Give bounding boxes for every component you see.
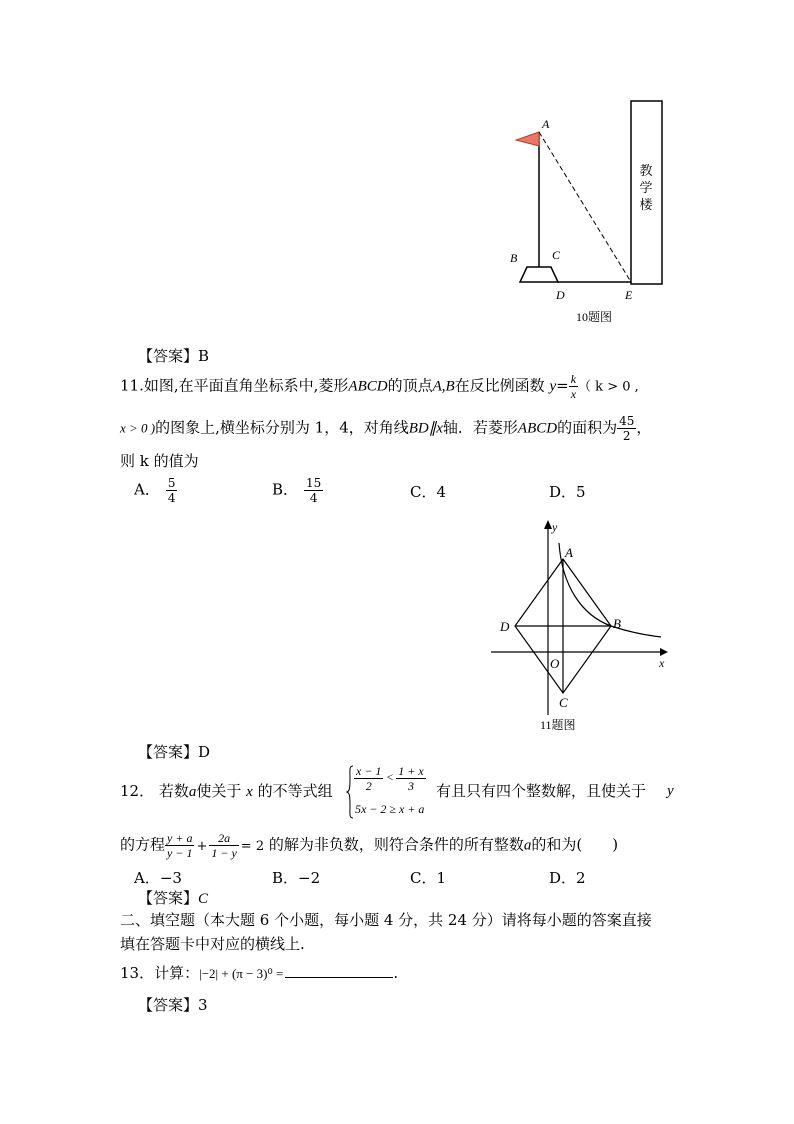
eq-left-fraction — [165, 831, 194, 860]
option-num: 5 — [167, 476, 176, 490]
q12-option-a — [134, 868, 182, 888]
answer-prefix: 【答案】 — [138, 347, 199, 365]
q11-option-c — [410, 482, 446, 502]
option-letter: C． — [410, 483, 437, 501]
option-letter: A． — [134, 480, 160, 499]
q12-text: 有且只有四个整数解，且使关于 — [436, 782, 647, 800]
var-a: a — [523, 837, 532, 854]
func-eq: = — [556, 376, 569, 395]
q12-text: 的和为( ) — [531, 835, 619, 854]
label-B: B — [510, 251, 518, 265]
var-a: a — [188, 784, 197, 800]
option-value: 5 — [576, 483, 586, 501]
answer-11 — [138, 742, 210, 762]
label-A: A — [542, 117, 550, 131]
q11-bd: BD∥x — [408, 420, 443, 437]
figure-caption: 10题图 — [576, 310, 613, 324]
q11-abcd: ABCD — [517, 420, 558, 437]
figure-caption: 11题图 — [540, 718, 576, 732]
answer-12 — [138, 888, 208, 909]
q11-option-a — [134, 476, 177, 505]
func-num: k — [570, 372, 577, 386]
answer-10 — [138, 346, 209, 366]
option-letter: D． — [549, 483, 577, 501]
q11-cond: （ k > 0 , — [578, 379, 639, 395]
option-value: 2 — [576, 869, 586, 887]
label-B: B — [613, 616, 621, 631]
q11-text: 的图象上,横坐标分别为 1，4，对角线 — [155, 418, 409, 437]
q12-option-d — [549, 868, 586, 888]
q11-text: 轴．若菱形 — [442, 418, 518, 437]
answer-value: D — [198, 743, 211, 761]
y-axis-arrow-icon — [544, 520, 552, 529]
eq-left-den: y − 1 — [167, 846, 193, 860]
option-letter: B． — [272, 480, 299, 499]
eq-right-fraction — [209, 831, 238, 860]
option-letter: A． — [134, 869, 160, 887]
q12-text: 的不等式组 — [257, 782, 333, 800]
ineq1-left-num: x − 1 — [356, 764, 382, 778]
eq-left-num: y + a — [167, 831, 193, 845]
hyperbola-curve — [559, 543, 661, 637]
label-O: O — [550, 656, 560, 671]
q12-text: 的方程 — [120, 835, 166, 854]
building-label: 学 — [639, 180, 653, 195]
answer-blank[interactable] — [285, 963, 393, 978]
flag-icon — [516, 132, 539, 146]
option-letter: B． — [272, 869, 299, 887]
q11-text: ， — [636, 418, 652, 437]
q12-text: 使关于 — [196, 782, 242, 800]
inequality-system — [346, 764, 428, 820]
q12-line1-end — [436, 781, 646, 801]
area-fraction — [617, 414, 636, 443]
label-y: y — [552, 520, 558, 534]
ineq1-right-den: 3 — [407, 779, 414, 793]
option-num: 15 — [306, 476, 322, 490]
flag-base — [520, 267, 558, 282]
option-value: 4 — [436, 483, 447, 501]
eq-rhs: = 2 — [240, 838, 265, 854]
var-y: y — [667, 783, 674, 799]
option-fraction — [166, 476, 178, 505]
q11-abcd: ABCD — [348, 378, 388, 395]
building-label: 教 — [639, 164, 653, 179]
answer-value: 3 — [198, 996, 208, 1014]
option-value: −2 — [298, 869, 321, 887]
answer-value: B — [198, 347, 210, 365]
q11-option-b — [272, 476, 323, 505]
q13 — [120, 963, 398, 984]
label-C: C — [552, 248, 561, 262]
q12-line1 — [120, 781, 333, 802]
option-letter: D． — [549, 869, 577, 887]
ineq1-op: < — [386, 770, 394, 785]
answer-prefix: 【答案】 — [138, 996, 199, 1014]
label-x: x — [659, 656, 665, 670]
label-C: C — [559, 695, 568, 710]
answer-prefix: 【答案】 — [138, 889, 199, 907]
func-fraction — [569, 372, 578, 401]
figure-10 — [500, 95, 680, 335]
x-axis-arrow-icon — [660, 648, 668, 656]
q11-line1 — [120, 372, 639, 401]
ineq1-right — [396, 764, 425, 793]
q13-expression: |−2| + (π − 3)⁰ = — [199, 966, 284, 981]
q11-text: 的顶点 — [387, 376, 433, 395]
eq-plus: + — [196, 838, 208, 854]
q12-option-b — [272, 868, 320, 888]
eq-right-den: 1 − y — [211, 846, 237, 860]
q13-end: . — [393, 964, 399, 982]
label-A: A — [565, 545, 573, 560]
q12-line2 — [120, 831, 618, 860]
option-value: −3 — [159, 869, 182, 887]
func-y: y — [549, 378, 557, 395]
q11-option-d — [549, 482, 586, 502]
q11-text: 11.如图,在平面直角坐标系中,菱形 — [120, 376, 349, 395]
answer-prefix: 【答案】 — [138, 743, 199, 761]
answer-13 — [138, 995, 208, 1015]
q12-text: 12． 若数 — [120, 782, 189, 800]
section-2-heading: 二、填空题（本大题 6 个小题，每小题 4 分，共 24 分）请将每小题的答案直接 — [120, 911, 652, 929]
q11-line3 — [120, 451, 199, 471]
q12-option-c — [410, 868, 446, 888]
func-den: x — [570, 387, 577, 401]
area-den: 2 — [622, 429, 631, 443]
q11-line2 — [120, 414, 651, 443]
area-num: 45 — [619, 414, 635, 428]
var-x: x — [246, 784, 253, 800]
option-den: 4 — [309, 491, 318, 505]
figure-11 — [486, 515, 676, 740]
option-letter: C． — [410, 869, 437, 887]
section-2-heading-cont: 填在答题卡中对应的横线上. — [120, 935, 305, 953]
q11-text: 的面积为 — [557, 418, 618, 437]
option-value: 1 — [436, 869, 447, 887]
label-D: D — [556, 288, 565, 302]
label-E: E — [625, 288, 633, 302]
ineq1-left-den: 2 — [365, 779, 372, 793]
option-fraction — [304, 476, 323, 505]
inequality-2: 5x − 2 ≥ x + a — [355, 802, 425, 816]
label-D: D — [500, 619, 510, 634]
q11-ab: A,B — [432, 378, 455, 395]
q12-text: 的解为非负数，则符合条件的所有整数 — [268, 835, 524, 854]
answer-value: C — [198, 891, 209, 907]
ineq1-right-num: 1 + x — [398, 764, 424, 778]
eq-right-num: 2a — [209, 831, 238, 846]
inequality-1 — [354, 764, 426, 793]
ineq1-left — [354, 764, 383, 793]
q11-cond: x > 0 ) — [120, 420, 156, 436]
building-label: 楼 — [639, 197, 653, 212]
option-den: 4 — [167, 491, 176, 505]
q11-text: 在反比例函数 — [454, 376, 545, 395]
q13-prefix: 13．计算： — [120, 964, 200, 982]
brace-icon — [346, 764, 354, 820]
q11-text: 则 k 的值为 — [120, 452, 199, 470]
